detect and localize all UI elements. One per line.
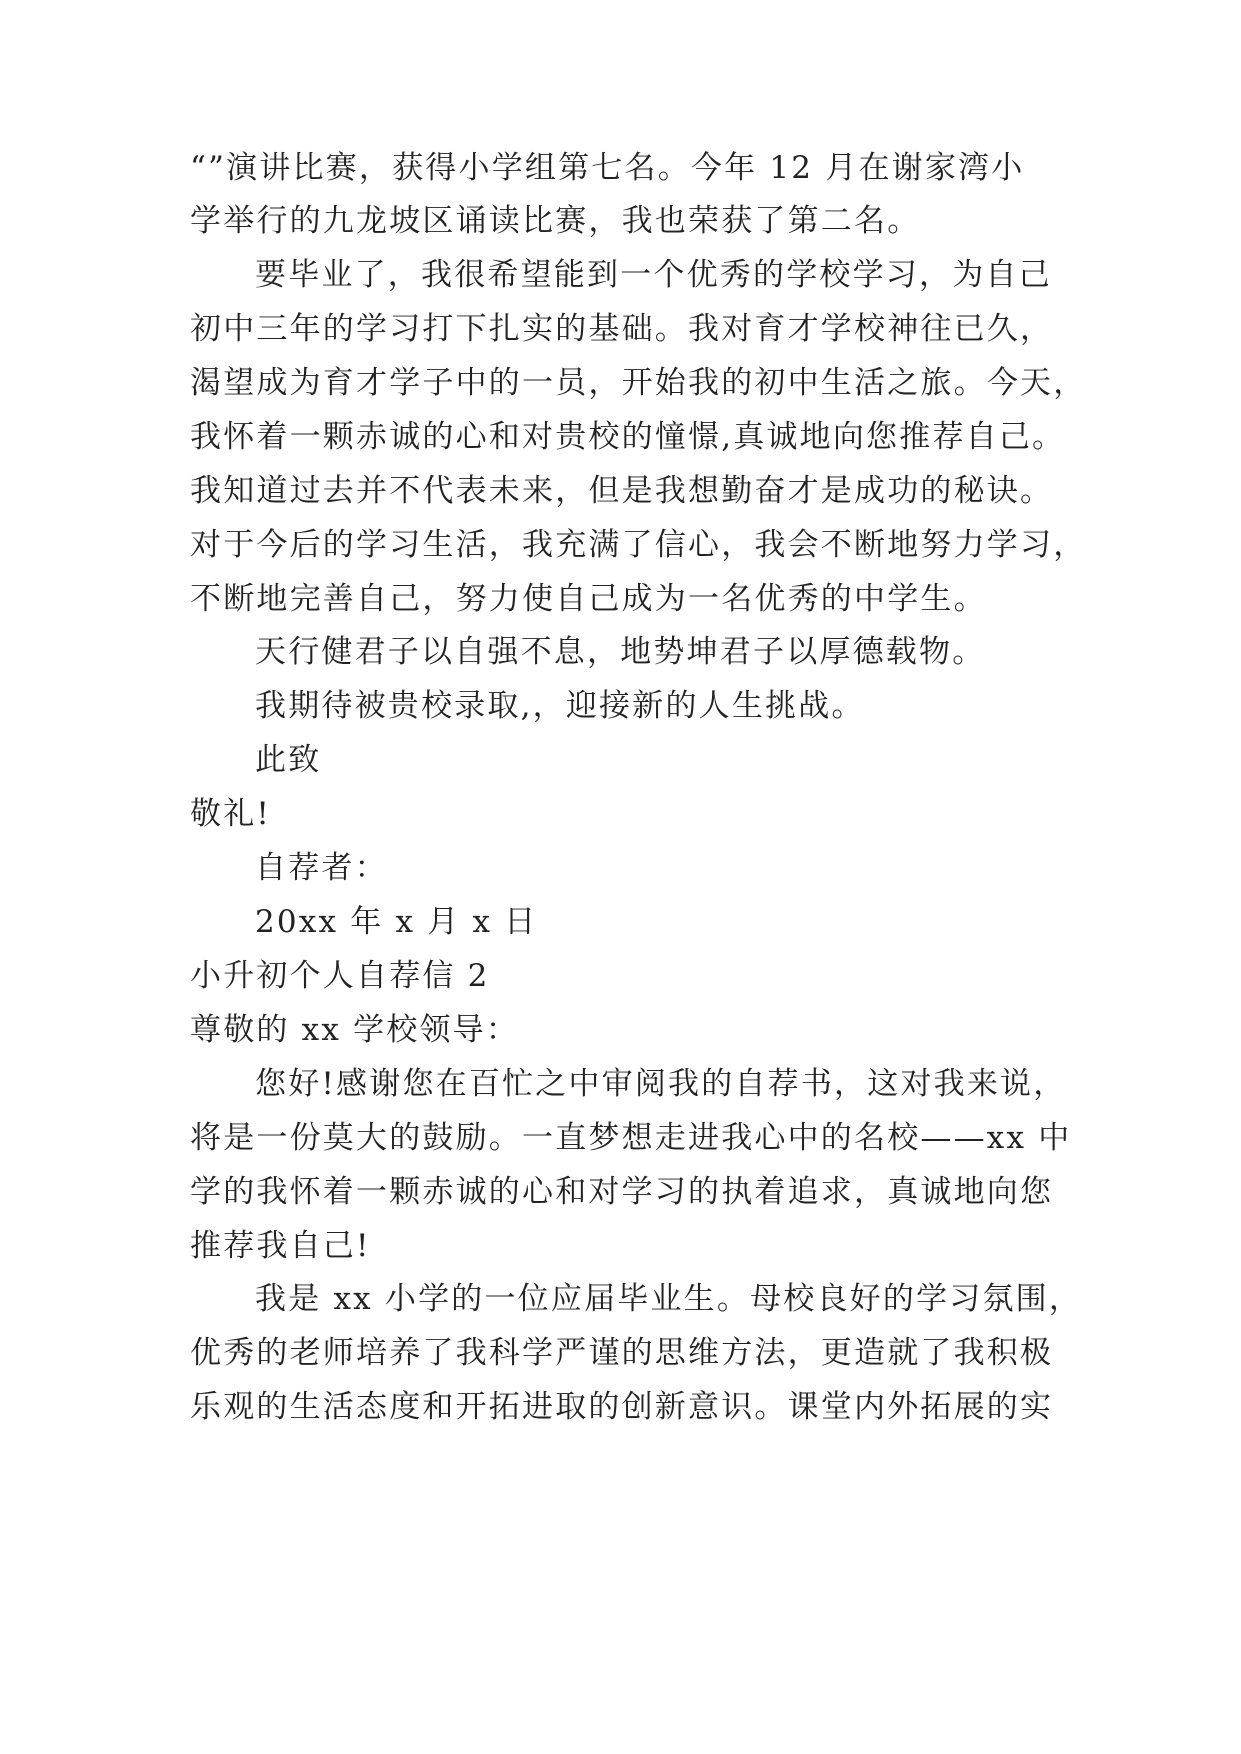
- text-line: 乐观的生活态度和开拓进取的创新意识。课堂内外拓展的实: [190, 1389, 1054, 1425]
- text-line: 我是 xx 小学的一位应届毕业生。母校良好的学习氛围，: [255, 1281, 1083, 1317]
- text-line: 优秀的老师培养了我科学严谨的思维方法，更造就了我积极: [190, 1335, 1054, 1371]
- text-line: 初中三年的学习打下扎实的基础。我对育才学校神往已久，: [190, 311, 1054, 347]
- text-line: “”演讲比赛，获得小学组第七名。今年 12 月在谢家湾小: [190, 150, 1025, 186]
- text-line: 推荐我自己!: [190, 1228, 371, 1264]
- section-title: 小升初个人自荐信 2: [190, 958, 490, 994]
- date-line: 20xx 年 x 月 x 日: [255, 904, 538, 940]
- text-line: 您好!感谢您在百忙之中审阅我的自荐书，这对我来说，: [255, 1066, 1067, 1102]
- text-line: 不断地完善自己，努力使自己成为一名优秀的中学生。: [190, 581, 987, 617]
- text-line: 我知道过去并不代表未来，但是我想勤奋才是成功的秘诀。: [190, 473, 1054, 509]
- text-line: 学的我怀着一颗赤诚的心和对学习的执着追求，真诚地向您: [190, 1174, 1054, 1210]
- text-line: 我怀着一颗赤诚的心和对贵校的憧憬,真诚地向您推荐自己。: [190, 419, 1066, 455]
- text-line: 要毕业了，我很希望能到一个优秀的学校学习，为自己: [255, 257, 1052, 293]
- salutation: 尊敬的 xx 学校领导：: [190, 1012, 520, 1048]
- text-line: 将是一份莫大的鼓励。一直梦想走进我心中的名校——xx 中: [190, 1120, 1072, 1156]
- text-line: 渴望成为育才学子中的一员，开始我的初中生活之旅。今天，: [190, 365, 1087, 401]
- signature-label: 自荐者：: [255, 850, 388, 886]
- text-line: 此致: [255, 742, 322, 778]
- text-line: 我期待被贵校录取,，迎接新的人生挑战。: [255, 688, 865, 724]
- text-line: 敬礼!: [190, 796, 272, 832]
- text-line: 天行健君子以自强不息，地势坤君子以厚德载物。: [255, 634, 986, 670]
- text-line: 学举行的九龙坡区诵读比赛，我也荣获了第二名。: [190, 203, 921, 239]
- text-line: 对于今后的学习生活，我充满了信心，我会不断地努力学习，: [190, 527, 1087, 563]
